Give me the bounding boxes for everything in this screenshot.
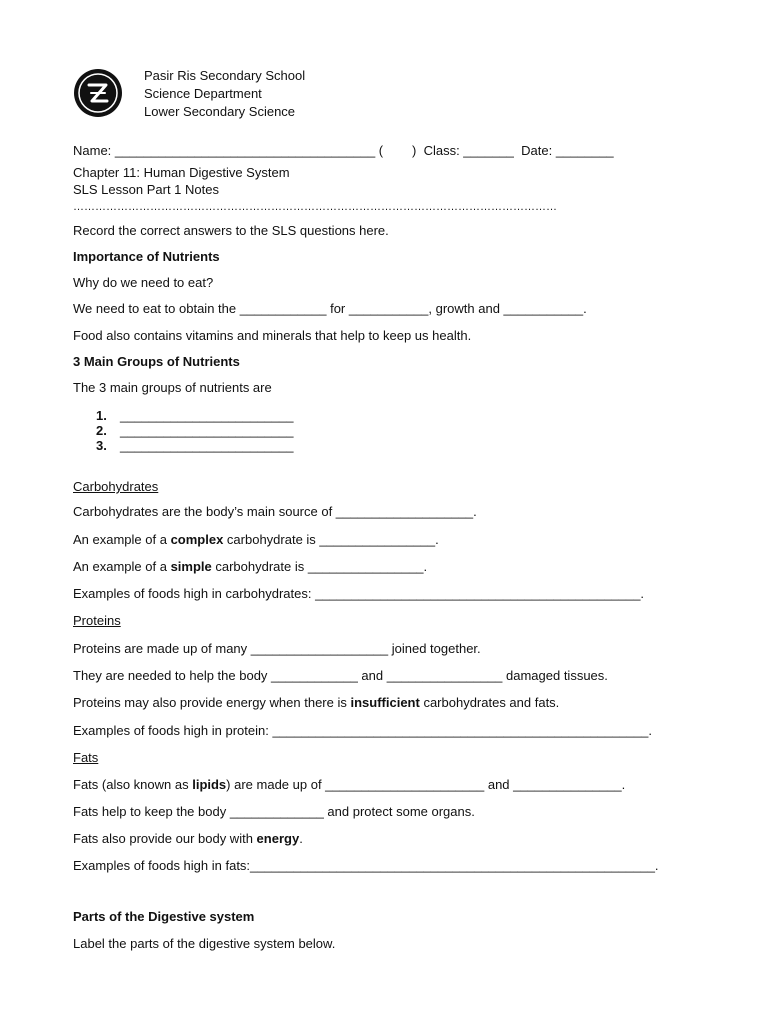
fats-heading: Fats (73, 750, 99, 765)
group-item-1-blank: ________________________ (120, 408, 294, 423)
digestive-line-1: Label the parts of the digestive system below. (73, 936, 336, 951)
fats-line-4: Examples of foods high in fats:________________________________________________________. (73, 858, 659, 873)
school-name: Pasir Ris Secondary School (144, 68, 306, 83)
carbs-line-1: Carbohydrates are the body’s main source of ___________________. (73, 504, 477, 519)
groups-intro: The 3 main groups of nutrients are (73, 380, 272, 395)
fats-line-3: Fats also provide our body with energy. (73, 831, 303, 846)
group-item-1-num: 1. (96, 408, 107, 423)
level-name: Lower Secondary Science (144, 104, 296, 119)
importance-q1: Why do we need to eat? (73, 275, 214, 290)
carbs-line-2: An example of a complex carbohydrate is ________________. (73, 532, 439, 547)
proteins-line-2: They are needed to help the body ____________ and ________________ damaged tissues. (73, 668, 608, 683)
group-item-3-num: 3. (96, 438, 107, 453)
importance-q3: Food also contains vitamins and minerals that help to keep us health. (73, 328, 472, 343)
chapter-title: Chapter 11: Human Digestive System (73, 165, 290, 180)
importance-q2: We need to eat to obtain the ____________ for ___________, growth and ___________. (73, 301, 587, 316)
carbs-heading: Carbohydrates (73, 479, 159, 494)
carbs-line-4: Examples of foods high in carbohydrates: _____________________________________________. (73, 586, 645, 601)
instruction: Record the correct answers to the SLS questions here. (73, 223, 389, 238)
fats-line-1: Fats (also known as lipids) are made up of ______________________ and _______________. (73, 777, 626, 792)
lesson-title: SLS Lesson Part 1 Notes (73, 182, 219, 197)
department-name: Science Department (144, 86, 262, 101)
proteins-line-3: Proteins may also provide energy when there is insufficient carbohydrates and fats. (73, 695, 560, 710)
proteins-heading: Proteins (73, 613, 121, 628)
divider: …………………………………………………………………………………………………………………… (73, 201, 557, 213)
fats-line-2: Fats help to keep the body _____________ and protect some organs. (73, 804, 475, 819)
digestive-heading: Parts of the Digestive system (73, 909, 255, 924)
school-logo-icon (73, 68, 123, 118)
groups-heading: 3 Main Groups of Nutrients (73, 354, 240, 369)
proteins-line-1: Proteins are made up of many ___________________ joined together. (73, 641, 481, 656)
group-item-2-num: 2. (96, 423, 107, 438)
proteins-line-4: Examples of foods high in protein: ____________________________________________________. (73, 723, 653, 738)
name-class-date-line: Name: ____________________________________ ( ) Class: _______ Date: ________ (73, 143, 614, 158)
group-item-3-blank: ________________________ (120, 438, 294, 453)
carbs-line-3: An example of a simple carbohydrate is ________________. (73, 559, 428, 574)
importance-heading: Importance of Nutrients (73, 249, 220, 264)
group-item-2-blank: ________________________ (120, 423, 294, 438)
